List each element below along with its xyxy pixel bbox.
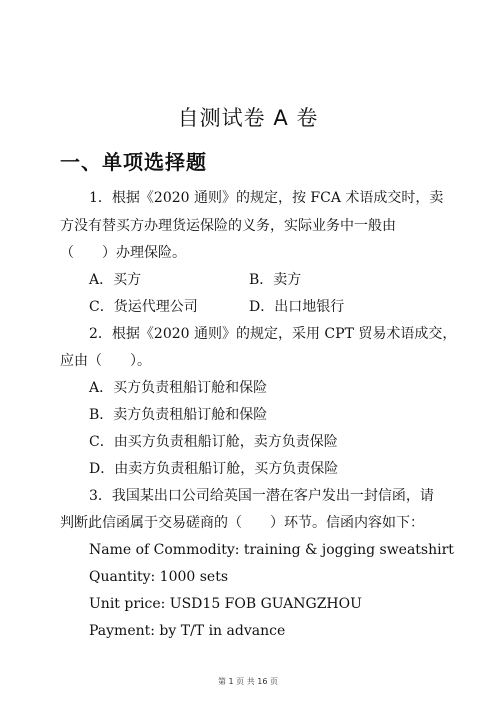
question-1-line-1: 1．根据《2020 通则》的规定，按 FCA 术语成交时，卖: [89, 190, 444, 206]
page-footer: 第 1 页 共 16 页: [218, 677, 278, 686]
letter-payment: Payment: by T/T in advance: [89, 623, 286, 639]
question-1-option-d: D．出口地银行: [249, 299, 345, 315]
question-3-line-1: 3．我国某出口公司给英国一潜在客户发出一封信函，请: [89, 488, 434, 504]
letter-unit-price: Unit price: USD15 FOB GUANGZHOU: [89, 596, 362, 612]
question-2-option-d: D．由卖方负责租船订舱，买方负责保险: [89, 461, 339, 477]
section-heading: 一、单项选择题: [60, 150, 207, 174]
question-2-option-a: A．买方负责租船订舱和保险: [89, 380, 268, 396]
question-1-line-2: 方没有替买方办理货运保险的义务，实际业务中一般由: [60, 218, 396, 234]
question-2-line-1: 2．根据《2020 通则》的规定，采用 CPT 贸易术语成交，: [89, 326, 457, 342]
question-2-option-b: B．卖方负责租船订舱和保险: [89, 407, 268, 423]
question-2-line-2: 应由（ ）。: [60, 353, 151, 369]
question-3-line-2: 判断此信函属于交易磋商的（ ）环节。信函内容如下：: [60, 515, 424, 531]
question-1-option-b: B．卖方: [249, 272, 302, 288]
page-title: 自测试卷 A 卷: [177, 106, 319, 130]
question-1-option-a: A．买方: [89, 272, 142, 288]
question-1-option-c: C．货运代理公司: [89, 299, 198, 315]
letter-commodity: Name of Commodity: training & jogging sweatshirt: [89, 542, 454, 558]
question-1-line-3: （ ）办理保险。: [60, 245, 186, 261]
question-2-option-c: C．由买方负责租船订舱，卖方负责保险: [89, 434, 338, 450]
letter-quantity: Quantity: 1000 sets: [89, 569, 229, 585]
